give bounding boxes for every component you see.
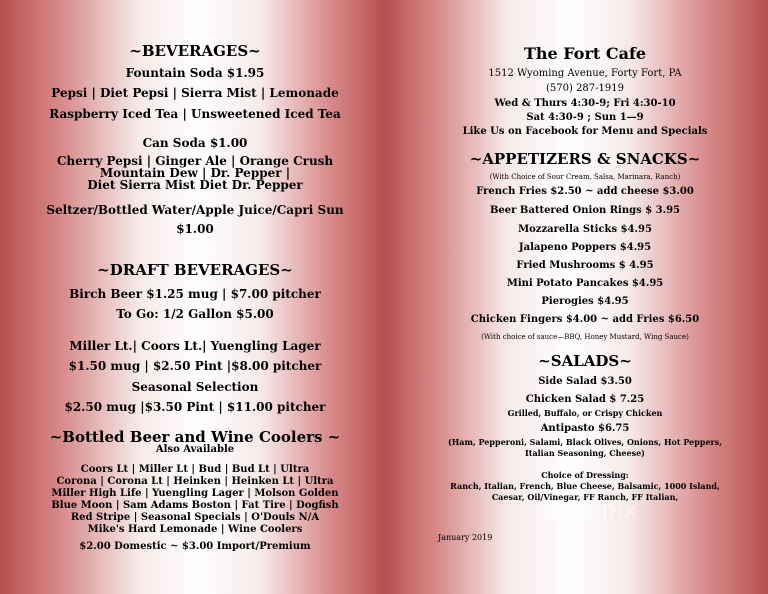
- facebook-note: Like Us on Facebook for Menu and Specials: [462, 126, 708, 137]
- seltzer: Seltzer/Bottled Water/Apple Juice/Capri Sun: [46, 203, 344, 217]
- appetizers-heading: ~APPETIZERS & SNACKS~: [469, 150, 701, 168]
- antipasto-ingredients-2: Italian Seasoning, Cheese): [525, 448, 645, 458]
- beverages-column: [40, 0, 350, 594]
- dressing-list-2: Caesar, Oil/Vinegar, FF Ranch, FF Italian,: [491, 492, 679, 502]
- hours-weekday: Wed & Thurs 4:30-9; Fri 4:30-10: [494, 98, 676, 109]
- bottled-heading: ~Bottled Beer and Wine Coolers ~: [49, 428, 341, 446]
- appetizer-item: French Fries $2.50 ~ add cheese $3.00: [476, 186, 694, 197]
- appetizer-item: Pierogies $4.95: [541, 296, 629, 307]
- side-salad: Side Salad $3.50: [538, 376, 632, 387]
- bottled-item: Corona | Corona Lt | Heinken | Heinken Lt | Ultra: [56, 476, 334, 487]
- bottled-item: Miller High Life | Yuengling Lager | Molson Golden: [51, 488, 339, 499]
- menu-date: January 2019: [438, 533, 493, 542]
- appetizer-choice-note: (With Choice of Sour Cream, Salsa, Marinara, Ranch): [489, 173, 681, 181]
- seasonal-price: $2.50 mug |$3.50 Pint | $11.00 pitcher: [64, 400, 326, 414]
- sauce-choice-note: (With choice of sauce—BBQ, Honey Mustard, Wing Sauce): [481, 333, 689, 341]
- bottled-item: Mike's Hard Lemonade | Wine Coolers: [87, 524, 303, 535]
- bottled-item: Blue Moon | Sam Adams Boston | Fat Tire | Dogfish: [51, 500, 339, 511]
- draft-price: $1.50 mug | $2.50 Pint |$8.00 pitcher: [68, 359, 322, 373]
- to-go: To Go: 1/2 Gallon $5.00: [116, 307, 274, 321]
- also-available: Also Available: [155, 444, 235, 455]
- can-list-2: Mountain Dew | Dr. Pepper |: [99, 166, 291, 180]
- beverages-heading: ~BEVERAGES~: [129, 42, 261, 60]
- bottled-item: Red Stripe | Seasonal Specials | O'Douls N/A: [70, 512, 320, 523]
- seltzer-price: $1.00: [176, 222, 214, 236]
- can-list-1: Cherry Pepsi | Ginger Ale | Orange Crush: [56, 154, 334, 168]
- cafe-phone: (570) 287-1919: [546, 83, 624, 94]
- watermark-logo: menupix: [535, 498, 638, 523]
- appetizer-item: Fried Mushrooms $ 4.95: [516, 260, 654, 271]
- appetizer-item: Mozzarella Sticks $4.95: [518, 224, 652, 235]
- bottled-item: Coors Lt | Miller Lt | Bud | Bud Lt | Ultra: [80, 464, 310, 475]
- can-soda: Can Soda $1.00: [142, 136, 248, 150]
- salads-heading: ~SALADS~: [538, 352, 632, 370]
- appetizer-item: Jalapeno Poppers $4.95: [518, 242, 652, 253]
- fountain-soda: Fountain Soda $1.95: [125, 66, 265, 80]
- birch-beer: Birch Beer $1.25 mug | $7.00 pitcher: [69, 287, 321, 301]
- hours-weekend: Sat 4:30-9 ; Sun 1—9: [526, 112, 644, 123]
- appetizer-item: Chicken Fingers $4.00 ~ add Fries $6.50: [470, 314, 700, 325]
- chicken-salad: Chicken Salad $ 7.25: [525, 394, 645, 405]
- draft-list: Miller Lt.| Coors Lt.| Yuengling Lager: [69, 339, 321, 353]
- iced-tea: Raspberry Iced Tea | Unsweetened Iced Tea: [49, 107, 341, 121]
- antipasto-ingredients-1: (Ham, Pepperoni, Salami, Black Olives, Onions, Hot Peppers,: [447, 437, 723, 447]
- can-list-3: Diet Sierra Mist Diet Dr. Pepper: [87, 178, 303, 192]
- appetizer-item: Mini Potato Pancakes $4.95: [506, 278, 664, 289]
- cafe-name: The Fort Cafe: [524, 44, 646, 63]
- cafe-address: 1512 Wyoming Avenue, Forty Fort, PA: [488, 68, 682, 79]
- bottled-price: $2.00 Domestic ~ $3.00 Import/Premium: [79, 541, 311, 552]
- fountain-list: Pepsi | Diet Pepsi | Sierra Mist | Lemonade: [51, 86, 339, 100]
- antipasto: Antipasto $6.75: [540, 423, 630, 434]
- dressing-list-1: Ranch, Italian, French, Blue Cheese, Balsamic, 1000 Island,: [450, 481, 720, 491]
- draft-heading: ~DRAFT BEVERAGES~: [97, 261, 293, 279]
- dressing-title: Choice of Dressing:: [541, 470, 629, 480]
- chicken-salad-options: Grilled, Buffalo, or Crispy Chicken: [507, 408, 663, 418]
- seasonal: Seasonal Selection: [131, 380, 259, 394]
- appetizer-item: Beer Battered Onion Rings $ 3.95: [489, 205, 681, 216]
